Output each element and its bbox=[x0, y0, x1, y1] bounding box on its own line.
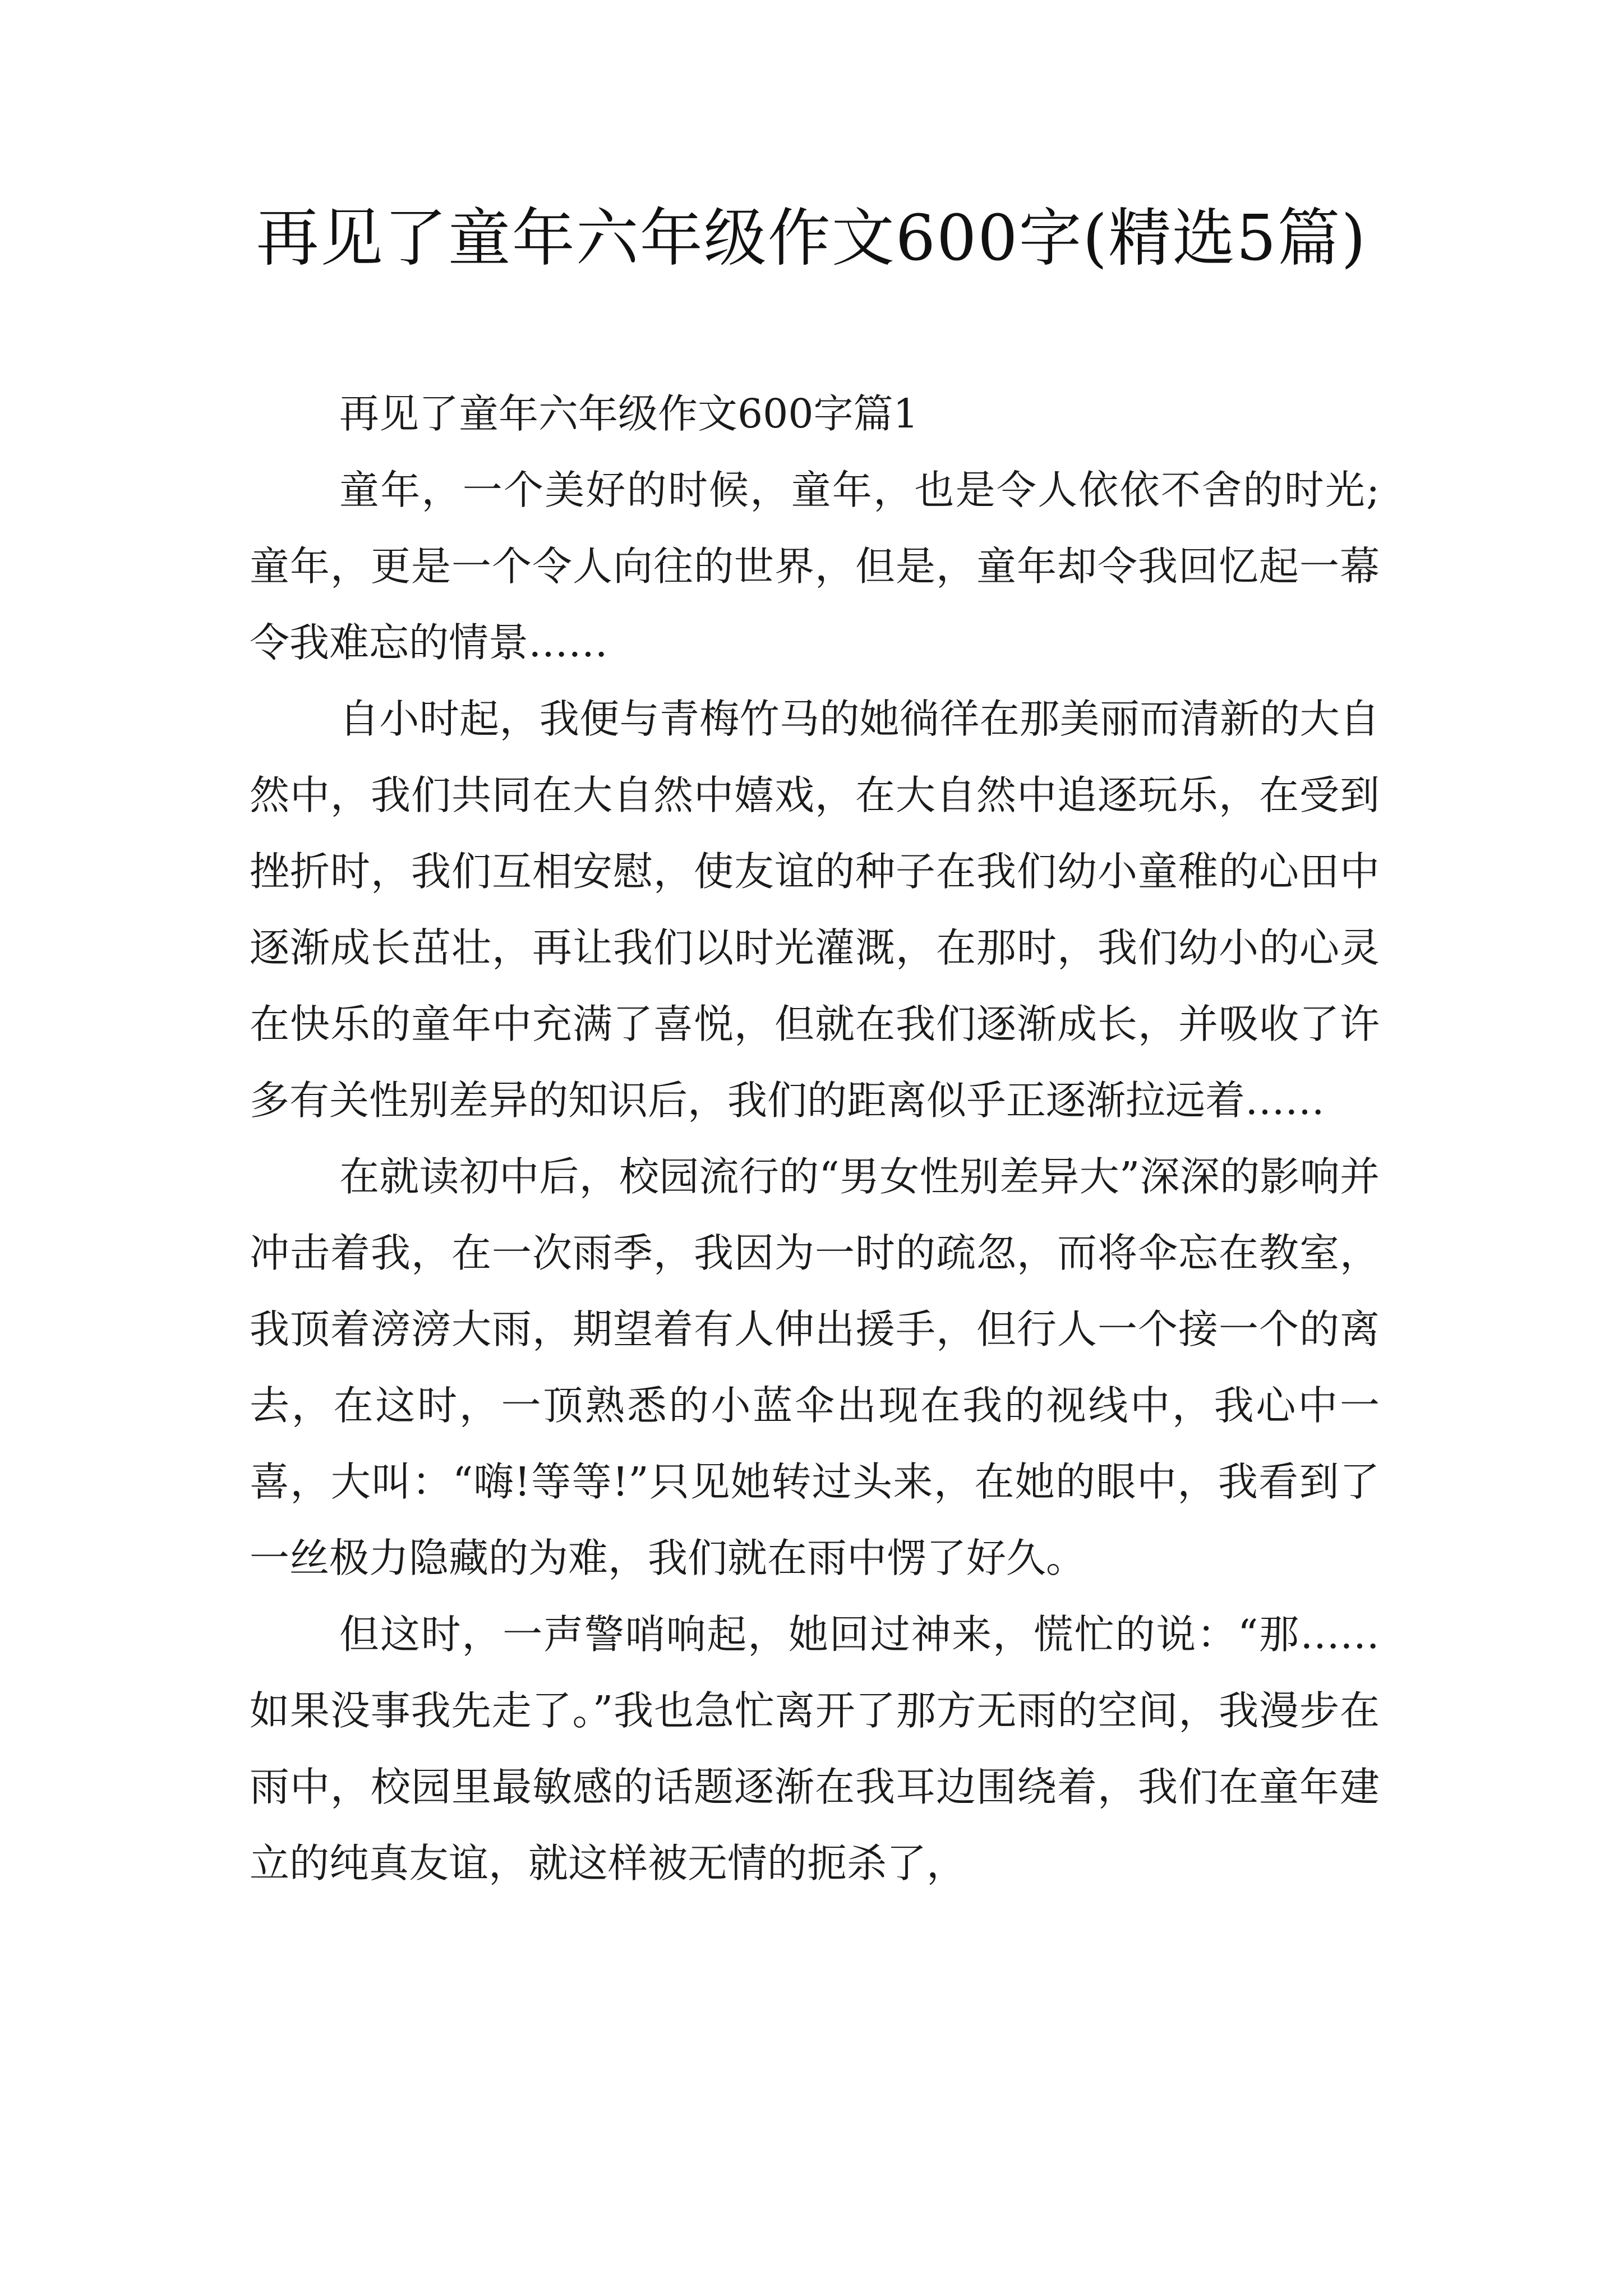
paragraph: 自小时起，我便与青梅竹马的她徜徉在那美丽而清新的大自然中，我们共同在大自然中嬉戏，在大自然中追逐玩乐，在受到挫折时，我们互相安慰，使友谊的种子在我们幼小童稚的心田中逐渐成长茁壮，再让我们以时光灌溉，在那时，我们幼小的心灵在快乐的童年中充满了喜悦，但就在我们逐渐成长，并吸收了许多有关性别差异的知识后，我们的距离似乎正逐渐拉远着…… bbox=[250, 696, 1380, 1124]
document-title: 再见了童年六年级作文600字(精选5篇) bbox=[256, 202, 1367, 275]
paragraph: 但这时，一声警哨响起，她回过神来，慌忙的说：“那……如果没事我先走了。”我也急忙离开了那方无雨的空间，我漫步在雨中，校园里最敏感的话题逐渐在我耳边围绕着，我们在童年建立的纯真友谊，就这样被无情的扼杀了， bbox=[250, 1611, 1380, 1887]
paragraph: 童年，一个美好的时候，童年，也是令人依依不舍的时光;童年，更是一个令人向往的世界，但是，童年却令我回忆起一幕令我难忘的情景…… bbox=[250, 467, 1380, 666]
paragraph: 在就读初中后，校园流行的“男女性别差异大”深深的影响并冲击着我，在一次雨季，我因为一时的疏忽，而将伞忘在教室，我顶着滂滂大雨，期望着有人伸出援手，但行人一个接一个的离去，在这时，一顶熟悉的小蓝伞出现在我的视线中，我心中一喜，大叫：“嗨!等等!”只见她转过头来，在她的眼中，我看到了一丝极力隐藏的为难，我们就在雨中愣了好久。 bbox=[250, 1153, 1380, 1581]
section-heading: 再见了童年六年级作文600字篇1 bbox=[339, 390, 919, 437]
document-body bbox=[250, 376, 1380, 1902]
